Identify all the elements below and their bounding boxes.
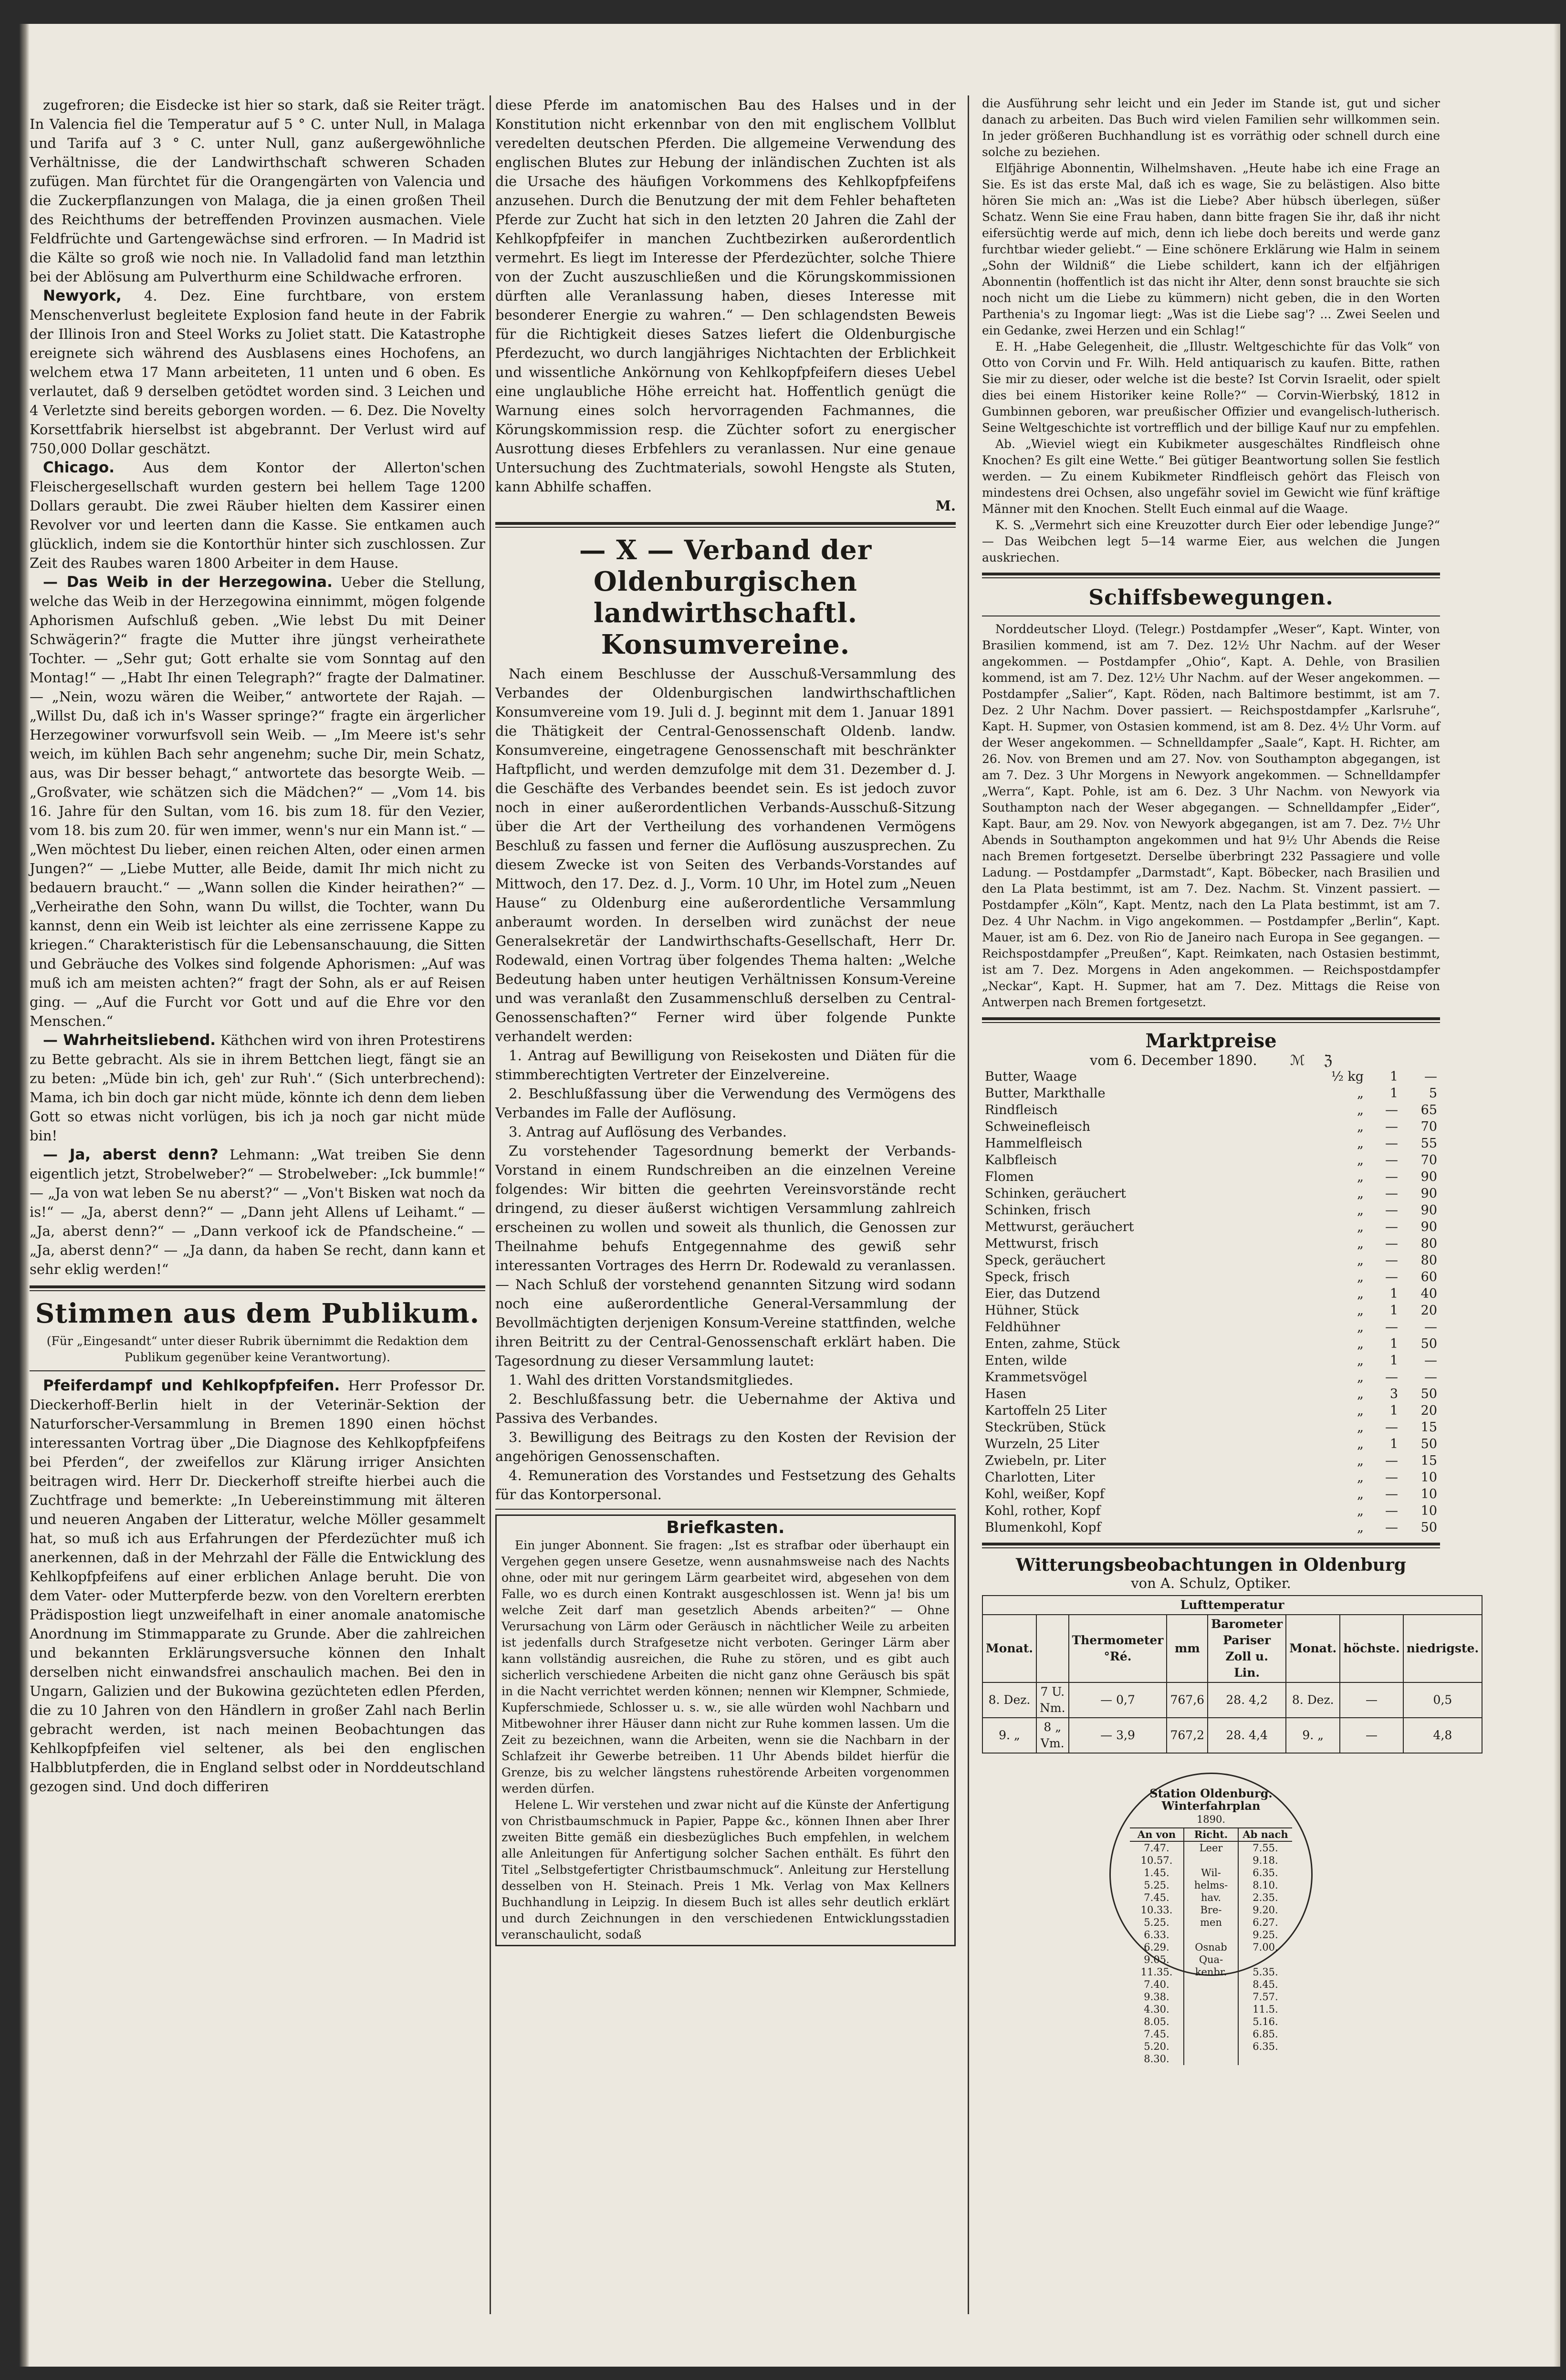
weather-cell: 8 „ Vm. [1036, 1718, 1069, 1753]
weather-header-cell: höchste. [1340, 1615, 1403, 1682]
article-body: Lehmann: „Wat treiben Sie denn eigentlich jetzt, Strobelweber?“ — Strobelweber: „Ick bummle!“ — „Ja von wat leben Se nu aberst?“ — „Von't Bisken wat noch da is!“ — „Ja, aberst denn?“ — „Dann jeht Allens uf Leihamt.“ — „Ja, aberst denn?“ — „Dann verkoof ick de Pfandscheine.“ — „Ja, aberst denn?“ — „Ja dann, da haben Se recht, dann kann et sehr eklig werden!“ [30, 1147, 486, 1277]
market-cell-m: 1 [1389, 1353, 1398, 1368]
market-cell-unit: „ [1357, 1103, 1364, 1117]
wahrheit-article [30, 1031, 485, 1145]
market-cell-unit: „ [1357, 1453, 1364, 1468]
letter-answer: Helene L. Wir verstehen und zwar nicht auf die Künste der Anfertigung von Christbaumschmuck in Papier, Pappe &c., können Ihnen aber Ihrer zweiten Bitte gemäß ein diesbezügliches Buch empfehlen, in welchem alle Anleitungen für Anfertigung solcher Sachen enthält. Es führt den Titel „Selbstgefertigter Christbaumschmuck“. Anleitung zur Herstellung desselben von H. Steinach. Preis 1 Mk. Verlag von Max Kellners Buchhandlung in Leipzig. In diesem Buch ist alles sehr deutlich erklärt und durch Zeichnungen in den verschiedenen Entwicklungsstadien veranschaulicht, sodaß [501, 1798, 950, 1942]
market-row [982, 1369, 1440, 1386]
article-body: Norddeutscher Lloyd. (Telegr.) Postdampfer „Weser“, Kapt. Winter, von Brasilien kommend, ist am 7. Dez. 12½ Uhr Nachm. auf der Weser angekommen. — Postdampfer „Ohio“, Kapt. A. Dehle, von Brasilien kommend, ist am 7. Dez. 12½ Uhr Nachm. auf der Weser angekommen. — Postdampfer „Salier“, Kapt. Röden, nach Baltimore bestimmt, ist am 7. Dez. 2 Uhr Nachm. Dover passiert. — Reichspostdampfer „Karlsruhe“, Kapt. H. Supmer, von Ostasien kommend, ist am 8. Dez. 4½ Uhr Vorm. auf der Weser angekommen. — Schnelldampfer „Saale“, Kapt. H. Richter, am 26. Nov. von Bremen und am 27. Nov. von Southampton abgegangen, ist am 7. Dez. 3 Uhr Morgens in Newyork angekommen. — Schnelldampfer „Werra“, Kapt. Pohle, ist am 6. Dez. 3 Uhr Nachm. von Newyork via Southampton nach der Weser abgegangen. — Schnelldampfer „Eider“, Kapt. Baur, am 29. Nov. von Newyork abgegangen, ist am 7. Dez. 7½ Uhr Abends in Southampton angekommen und hat 9½ Uhr Abends die Reise nach Bremen fortgesetzt. Derselbe überbringt 232 Passagiere und volle Ladung. — Postdampfer „Darmstadt“, Kapt. Böbecker, nach Brasilien und den La Plata bestimmt, ist am 7. Dez. Nachm. St. Vinzent passiert. — Postdampfer „Köln“, Kapt. Mentz, nach den La Plata bestimmt, ist am 7. Dez. 4 Uhr Nachm. in Vigo angekommen. — Postdampfer „Berlin“, Kapt. Mauer, ist am 6. Dez. von Rio de Janeiro nach Europa in See gegangen. — Reichspostdampfer „Preußen“, Kapt. Reimkaten, nach Ostasien bestimmt, ist am 7. Dez. Morgens in Aden angekommen. — Reichspostdampfer „Neckar“, Kapt. H. Supmer, hat am 7. Dez. Mittags die Reise von Antwerpen nach Bremen fortgesetzt. [982, 622, 1440, 1009]
timetable-year: 1890. [1196, 1814, 1226, 1825]
market-cell-item: Butter, Markthalle [985, 1086, 1106, 1101]
market-cell-p: 15 [1420, 1420, 1437, 1435]
weather-row [982, 1718, 1482, 1753]
news-section [30, 95, 485, 1279]
market-row [982, 1352, 1440, 1369]
market-cell-item: Mettwurst, geräuchert [985, 1220, 1134, 1234]
briefkasten-title: Briefkasten. [666, 1518, 785, 1537]
market-cell-item: Kartoffeln 25 Liter [985, 1403, 1107, 1418]
market-cell-m: — [1385, 1420, 1398, 1435]
market-cell-unit: „ [1357, 1320, 1364, 1335]
newspaper-page [19, 24, 1560, 2367]
column-rule [490, 95, 491, 2314]
market-cell-m: — [1385, 1487, 1398, 1502]
market-row [982, 1336, 1440, 1352]
market-cell-m: — [1385, 1119, 1398, 1134]
article-body: Herr Professor Dr. Dieckerhoff-Berlin hielt in der Veterinär-Sektion der Naturforscher-Versammlung in Bremen 1890 einen höchst interessanten Vortrag über „Die Diagnose des Kehlkopfpfeifens bei Pferden“, der zweifellos zur Klärung irriger Ansichten beitragen wird. Herr Dr. Dieckerhoff streifte hierbei auch die Zuchtfrage und bemerkte: „In Uebereinstimmung mit älteren und neueren Angaben der Litteratur, welche Möller gesammelt hat, so muß ich aus Erfahrungen der Pferdezüchter muß ich anerkennen, daß in der Mehrzahl der Fälle die Entwicklung des Kehlkopfpfeifens auf einer erblichen Anlage beruht. Die von dem Vater- oder Mutterpferde bezw. von den Voreltern ererbten Prädispostion liegt unzweifelhaft in einer anomale anatomische Anordnung im Stimmapparate zu Grunde. Aber die zahlreichen und bekannten Erklärungsversuche können den Inhalt derselben nicht einwandsfrei anschaulich machen. Bei den in Ungarn, Galizien und der Bukowina gezüchteten edlen Pferden, die zu 10 Jahren von den Händlern in großer Zahl nach Berlin gebracht werden, ist nach meinen Beobachtungen das Kehlkopfpfeifen viel seltener, als bei den englischen Halbblutpferden, die in England selbst oder in Norddeutschland gezogen sind. Und doch differiren [30, 1378, 486, 1795]
market-cell-m: 1 [1389, 1336, 1398, 1351]
market-cell-m: — [1385, 1270, 1398, 1284]
market-cell-p: 60 [1420, 1270, 1437, 1284]
agenda-item: 2. Beschlußfassung über die Verwendung des Vermögens des Verbandes im Falle der Auflösung. [495, 1086, 956, 1121]
weather-header-row [982, 1615, 1482, 1682]
market-cell-item: Kohl, rother, Kopf [985, 1503, 1101, 1518]
market-row [982, 1135, 1440, 1152]
weather-cell: 9. „ [1286, 1718, 1340, 1753]
market-cell-m: 1 [1389, 1286, 1398, 1301]
weather-cell: 28. 4,4 [1208, 1718, 1286, 1753]
market-cell-unit: „ [1357, 1437, 1364, 1451]
article-heading: Chicago. [43, 459, 115, 476]
market-row [982, 1185, 1440, 1202]
market-cell-p: — [1424, 1353, 1437, 1368]
market-cell-m: — [1385, 1186, 1398, 1201]
weather-cell: 8. Dez. [982, 1682, 1036, 1718]
market-cell-unit: „ [1357, 1470, 1364, 1485]
timetable-title: Station Oldenburg. Winterfahrplan [1149, 1786, 1273, 1813]
timetable-stamp [1109, 1773, 1313, 2065]
article-body: 4. Dez. Eine furchtbare, von erstem Menschenverlust begleitete Explosion fand heute in der Fabrik der Illinois Iron and Steel Works zu Joliet statt. Die Katastrophe ereignete sich während des Ausblasens eines Hochofens, an welchem etwa 17 Mann arbeiteten, 11 unten und 6 oben. Es verlautet, daß 9 derselben getödtet worden sind. 3 Leichen und 4 Verletzte sind bereits geborgen worden. — 6. Dez. Die Novelty Korsettfabrik hierselbst ist abgebrannt. Der Verlust wird auf 750,000 Dollar geschätzt. [30, 288, 485, 457]
market-subtitle [982, 1052, 1440, 1068]
schiff-title: Schiffsbewegungen. [1088, 585, 1334, 610]
market-cell-item: Speck, frisch [985, 1270, 1070, 1284]
weather-subtitle: von A. Schulz, Optiker. [1131, 1575, 1291, 1591]
briefkasten-body [501, 1537, 950, 1943]
market-cell-item: Butter, Waage [985, 1069, 1077, 1084]
market-row [982, 1202, 1440, 1219]
market-cell-m: 1 [1389, 1437, 1398, 1451]
article-body: diese Pferde im anatomischen Bau des Halses und in der Konstitution nicht erkennbar von den mit englischem Vollblut veredelten deutschen Pferden. Die allgemeine Verwendung des englischen Blutes zur Hebung der inländischen Zuchten ist als die Ursache des häufigen Vorkommens des Kehlkopfpfeifens anzusehen. Durch die Benutzung der mit dem Fehler behafteten Pferde zur Zucht hat sich in den letzten 20 Jahren die Zahl der Kehlkopfpfeifer in manchen Zuchtbezirken außerordentlich vermehrt. Es liegt im Interesse der Pferdezüchter, solche Thiere von der Zucht auszuschließen und die Körungskommissionen dürften alle Veranlassung haben, dieses Interesse mit besonderer Energie zu wahren.“ — Den schlagendsten Beweis für die Richtigkeit dieses Satzes liefert die Oldenburgische Pferdezucht, wo durch langjähriges Nichtachten der Erblichkeit und wissentliche Ankörnung von Kehlkopfpfeifern dieses Uebel eine unglaubliche Höhe erreicht hat. Hoffentlich genügt die Warnung eines solch hervorragenden Fachmannes, die Körungskommission resp. die Züchter sofort zu energischer Ausrottung dieses Erbfehlers zu veranlassen. Nur eine genaue Untersuchung des Zuchtmaterials, sowohl Hengste als Stuten, kann Abhilfe schaffen. [495, 97, 956, 495]
market-cell-unit: „ [1357, 1236, 1364, 1251]
market-cell-m: — [1385, 1153, 1398, 1168]
market-cell-unit: „ [1357, 1387, 1364, 1401]
market-cell-item: Feldhühner [985, 1320, 1060, 1335]
briefkasten-continuation [982, 95, 1440, 566]
timetable-head: An von [1130, 1828, 1183, 1842]
market-cell-p: 15 [1420, 1453, 1437, 1468]
market-cell-m: — [1385, 1503, 1398, 1518]
weather-cell: 7 U. Nm. [1036, 1682, 1069, 1718]
market-cell-p: — [1424, 1320, 1437, 1335]
market-cell-unit: „ [1357, 1420, 1364, 1435]
market-row [982, 1419, 1440, 1436]
market-cell-m: 3 [1389, 1387, 1398, 1401]
book-spine [19, 24, 30, 2367]
page-edge [1554, 24, 1560, 2367]
timetable-col-richt [1184, 1828, 1239, 2065]
market-cell-item: Krammetsvögel [985, 1370, 1087, 1385]
weather-cell: — 3,9 [1069, 1718, 1167, 1753]
spain-frost-article: zugefroren; die Eisdecke ist hier so stark, daß sie Reiter trägt. In Valencia fiel die Temperatur auf 5 ° C. unter Null, in Malaga und Tarifa auf 3 ° C. unter Null, ganz außergewöhnliche Verhältnisse, die der Landwirthschaft schweren Schaden zufügen. Man fürchtet für die Orangengärten von Valencia und die Zuckerpflanzungen von Malaga, die ja einen großen Theil des Reichthums der betreffenden Provinzen ausmachen. Viele Feldfrüchte und Gartengewächse sind erfroren. — In Madrid ist die Kälte so groß wie noch nie. In Valladolid fand man letzthin bei der Ablösung am Pulverthurm eine Schildwache erfroren. [30, 97, 485, 285]
timetable-cell: Leer Wil- helms- hav. Bre- men Osnab Qua- kenbr. [1194, 1842, 1228, 1978]
weather-header-cell: Barometer Pariser Zoll u. Lin. [1208, 1615, 1286, 1682]
market-cell-item: Eier, das Dutzend [985, 1286, 1101, 1301]
letter-answer: Ab. „Wieviel wiegt ein Kubikmeter ausgeschältes Rindfleisch ohne Knochen? Es gilt eine Wette.“ Bei gütiger Beantwortung sollen Sie festlich werden. — Zu einem Kubikmeter Rindfleisch gehört das Fleisch von mindestens drei Ochsen, also ungefähr soviel im Gewicht wie fünf kräftige Männer mit den Knochen. Stellt Euch einmal auf die Waage. [982, 437, 1440, 516]
letter-answer: die Ausführung sehr leicht und ein Jeder im Stande ist, gut und sicher danach zu arbeiten. Das Buch wird vielen Familien sehr willkommen sein. In jeder größeren Buchhandlung ist es vorräthig oder schnell durch eine solche zu beziehen. [982, 96, 1440, 159]
weather-cell: — [1340, 1682, 1403, 1718]
market-cell-p: 90 [1420, 1169, 1437, 1184]
market-cell-unit: „ [1357, 1336, 1364, 1351]
author-marker: — X — [579, 534, 675, 566]
market-cell-item: Rindfleisch [985, 1103, 1058, 1117]
market-cell-unit: „ [1357, 1203, 1364, 1218]
market-cell-unit: ½ kg [1331, 1069, 1364, 1084]
market-cell-item: Steckrüben, Stück [985, 1420, 1106, 1435]
market-row [982, 1219, 1440, 1235]
market-cell-m: — [1385, 1370, 1398, 1385]
weather-header-cell: mm [1167, 1615, 1208, 1682]
stimmen-note: (Für „Eingesandt“ unter dieser Rubrik übernimmt die Redaktion dem Publikum gegenüber keine Verantwortung). [46, 1334, 469, 1364]
market-cell-unit: „ [1357, 1169, 1364, 1184]
market-cell-unit: „ [1357, 1303, 1364, 1318]
timetable-col-ab [1239, 1828, 1292, 2065]
section-divider [495, 522, 956, 528]
market-cell-m: — [1385, 1236, 1398, 1251]
weather-title: Witterungsbeobachtungen in Oldenburg [1016, 1555, 1406, 1575]
divider [30, 1370, 485, 1371]
market-row [982, 1118, 1440, 1135]
market-cell-p: 50 [1420, 1437, 1437, 1451]
stimmen-title: Stimmen aus dem Publikum. [35, 1298, 480, 1329]
article-body: Ueber die Stellung, welche das Weib in der Herzegowina einnimmt, mögen folgende Aphorismen Aufschluß geben. „Wie lebst Du mit Deiner Schwägerin?“ fragte die Mutter ihre jüngst verheirathete Tochter. — „Sehr gut; Gott erhalte sie vom Sonntag auf den Montag!“ — „Habt Ihr einen Telegraph?“ fragte der Dalmatiner. — „Nein, wozu wären die Weiber,“ antwortete der Rajah. — „Willst Du, daß ich in's Wasser springe?“ fragte ein ärgerlicher Herzegowiner vorwurfsvoll sein Weib. — „Im Meere ist's sehr weich, im kühlen Bach sehr angenehm; suche Dir, mein Schatz, aus, was Dir besser behagt,“ antwortete das besorgte Weib. — „Großvater, wie schätzen sich die Mädchen?“ — „Vom 14. bis 16. Jahre für den Sultan, vom 16. bis zum 18. für den Vezier, vom 18. bis zum 20. für wen immer, wenn's nur ein Mann ist.“ — „Wen möchtest Du lieber, einen reichen Alten, oder einen armen Jungen?“ — „Liebe Mutter, alle Beide, damit Ihr mich nicht zu bedauern braucht.“ — „Wann sollen die Kinder heirathen?“ — „Verheirathe den Sohn, wann Du willst, die Tochter, wann Du kannst, denn ein Weib ist leichter als eine zerrissene Kappe zu kriegen.“ Charakteristisch für die Lebensanschauung, die Sitten und Gebräuche des Volkes sind folgende Aphorismen: „Auf was muß ich am meisten achten?“ fragt der Sohn, als er auf Reisen ging. — „Auf die Furcht vor Gott und auf die Ehre vor den Menschen.“ [30, 574, 485, 1029]
market-cell-item: Charlotten, Liter [985, 1470, 1095, 1485]
market-cell-p: 5 [1429, 1086, 1437, 1101]
market-cell-item: Kohl, weißer, Kopf [985, 1487, 1105, 1502]
timetable-col-an [1130, 1828, 1184, 2065]
market-cell-p: — [1424, 1069, 1437, 1084]
market-cell-item: Kalbfleisch [985, 1153, 1057, 1168]
market-cell-m: — [1385, 1320, 1398, 1335]
market-cell-unit: „ [1357, 1136, 1364, 1151]
section-divider [982, 573, 1440, 578]
market-cell-p: — [1424, 1370, 1437, 1385]
market-row [982, 1269, 1440, 1285]
weather-header-cell: Monat. [1286, 1615, 1340, 1682]
agenda-item: 1. Antrag auf Bewilligung von Reisekosten und Diäten für die stimmberechtigten Vertreter der Einzelvereine. [495, 1047, 956, 1083]
market-cell-unit: „ [1357, 1086, 1364, 1101]
market-cell-p: 50 [1420, 1336, 1437, 1351]
verband-title [495, 534, 956, 660]
market-row [982, 1152, 1440, 1169]
timetable-cell: 7.47. 10.57. 1.45. 5.25. 7.45. 10.33. 5.25. 6.33. 6.29. 9.05. 11.35. 7.40. 9.38. 4.30. 8.05. 7.45. 5.20. 8.30. [1140, 1842, 1173, 2065]
market-cell-unit: „ [1357, 1186, 1364, 1201]
letter-answer: E. H. „Habe Gelegenheit, die „Illustr. Weltgeschichte für das Volk“ von Otto von Corvin und Fr. Wilh. Held antiquarisch zu kaufen. Bitte, rathen Sie mir zu dieser, oder welche ist die beste? Ist Corvin Israelit, oder spielt dies bei einem Historiker keine Rolle?“ — Corvin-Wierbský, 1812 in Gumbinnen geboren, war preußischer Offizier und evangelisch-lutherisch. Seine Weltgeschichte ist vortrefflich und der billige Kauf nur zu empfehlen. [982, 340, 1440, 435]
letter-answer: K. S. „Vermehrt sich eine Kreuzotter durch Eier oder lebendige Junge?“ — Das Weibchen legt 5—14 warme Eier, aus welchen die Jungen auskriechen. [982, 518, 1440, 564]
agenda-list-1 [495, 1046, 956, 1141]
market-pf-header: ℨ [1324, 1052, 1332, 1068]
market-date: vom 6. December 1890. [1090, 1052, 1257, 1068]
market-row [982, 1085, 1440, 1102]
market-cell-m: 1 [1389, 1069, 1398, 1084]
market-cell-item: Flomen [985, 1169, 1034, 1184]
market-title: Marktpreise [1145, 1030, 1277, 1052]
weather-header-cell: niedrigste. [1403, 1615, 1482, 1682]
market-cell-item: Mettwurst, frisch [985, 1236, 1099, 1251]
market-row [982, 1285, 1440, 1302]
briefkasten-box [495, 1514, 956, 1946]
market-cell-m: — [1385, 1470, 1398, 1485]
market-cell-unit: „ [1357, 1353, 1364, 1368]
market-cell-m: — [1385, 1253, 1398, 1268]
letter-answer: Elfjährige Abonnentin, Wilhelmshaven. „Heute habe ich eine Frage an Sie. Es ist das erste Mal, daß ich es wage, Sie zu belästigen. Also bitte hören Sie mich an: „Was ist die Liebe? Aber hübsch überlegen, süßer Schatz. Wenn Sie eine Frau haben, dann bitte fragen Sie ihr, daß ihr nicht eifersüchtig werde auf mich, denn ich liebe doch bereits und werde ganz furchtbar wieder geliebt.“ — Eine schönere Erklärung wie Halm in seinem „Sohn der Wildniß“ die Liebe schildert, kann ich der elfjährigen Abonnentin (hoffentlich ist das nicht ihr Alter, denn sonst brauchte sie sich noch nicht um die Liebe zu kümmern) nicht geben, die in den Worten Parthenia's zu Ingomar liegt: „Was ist die Liebe sag'? ... Zwei Seelen und ein Gedanke, zwei Herzen und ein Schlag!“ [982, 161, 1440, 337]
weather-group-header: Lufttemperatur [982, 1596, 1482, 1615]
market-cell-item: Enten, wilde [985, 1353, 1067, 1368]
verband-heading: Verband der Oldenburgischen landwirthschaftl. Konsumvereine. [593, 534, 872, 660]
market-cell-m: — [1385, 1220, 1398, 1234]
market-row [982, 1252, 1440, 1269]
article-heading: Newyork, [43, 287, 122, 304]
weather-cell: 9. „ [982, 1718, 1036, 1753]
weather-cell: 767,2 [1167, 1718, 1208, 1753]
weather-cell: 28. 4,2 [1208, 1682, 1286, 1718]
market-cell-unit: „ [1357, 1403, 1364, 1418]
verband-article [495, 664, 956, 1504]
agenda-list-2 [495, 1370, 956, 1504]
pfeif-article [30, 1376, 485, 1796]
market-cell-p: 70 [1420, 1119, 1437, 1134]
market-cell-unit: „ [1357, 1286, 1364, 1301]
market-cell-m: — [1385, 1520, 1398, 1535]
article-body: Zu vorstehender Tagesordnung bemerkt der Verbands-Vorstand in einem Rundschreiben an die einzelnen Vereine folgendes: Wir bitten die geehrten Vereinsvorstände recht dringend, zu dieser äußerst wichtigen Versammlung zahlreich erscheinen zu wollen und soweit als thunlich, die Genossen zur Theilnahme behufs Entgegennahme des gewiß sehr interessanten Vortrages des Herrn Dr. Rodewald zu veranlassen. — Nach Schluß der vorstehend genannten Sitzung wird sodann noch eine außerordentliche General-Versammlung der Bevollmächtigten derjenigen Konsum-Vereine stattfinden, welche ihren Beitritt zu der Central-Genossenschaft erklärt haben. Die Tagesordnung zu dieser Versammlung lautet: [495, 1143, 956, 1369]
divider [495, 1509, 956, 1510]
timetable-cell: 7.55. 9.18. 6.35. 8.10. 2.35. 9.20. 6.27. 9.25. 7.00. 5.35. 8.45. 7.57. 11.5. 5.16. 6.85. 6.35. [1253, 1842, 1278, 2052]
section-divider [982, 1017, 1440, 1023]
column-right [982, 95, 1479, 2314]
agenda-item: 3. Bewilligung des Beitrags zu den Kosten der Revision der angehörigen Genossenschaften. [495, 1429, 956, 1464]
letter-answer: Ein junger Abonnent. Sie fragen: „Ist es strafbar oder überhaupt ein Vergehen gegen unsere Gesetze, wenn ausnahmsweise nach des Nachts ohne, oder mit nur geringem Lärm gearbeitet wird, abgesehen von dem Falle, wo es durch einen Kontrakt ausgeschlossen ist. Wenn ja! bis um welche Zeit darf man gesetzlich Abends arbeiten?“ — Ohne Verursachung von Lärm oder Geräusch in nächtlicher Weile zu arbeiten ist jedenfalls durch Strafgesetze nicht verboten. Geringer Lärm aber kann vollständig ausreichen, die Ruhe zu stören, und es gibt auch sicherlich verschiedene Arbeiten die nicht ganz ohne Geräusch bis spät in die Nacht verrichtet werden können; nennen wir Klempner, Schmiede, Kupferschmiede, Schlosser u. s. w., sie alle würden wohl Nachbarn und Mitbewohner ihrer Häuser dann nicht zur Ruhe kommen lassen. Um die Zeit zu bezeichnen, wann die Arbeiten, wenn sie die Nachbarn in der Schlafzeit ihr Gewerbe betreiben. 11 Uhr Abends bildet hierfür die Grenze, bis zu welcher längstens ruhestörende Arbeiten vorgenommen werden dürfen. [501, 1538, 950, 1795]
article-body: Nach einem Beschlusse der Ausschuß-Versammlung des Verbandes der Oldenburgischen landwirthschaftlichen Konsumvereine vom 19. Juli d. J. beginnt mit dem 1. Januar 1891 die Thätigkeit der Central-Genossenschaft Oldenb. landw. Konsumvereine, eingetragene Genossenschaft mit beschränkter Haftpflicht, und werden demzufolge mit dem 31. Dezember d. J. die Geschäfte des Verbandes beendet sein. Es ist jedoch zuvor noch in einer außerordentlichen Verbands-Ausschuß-Sitzung über die Art der Vertheilung des vorhandenen Vermögens Beschluß zu fassen und ferner die Auflösung auszusprechen. Zu diesem Zwecke ist von Seiten des Verbands-Vorstandes auf Mittwoch, den 17. Dez. d. J., Vorm. 10 Uhr, im Hotel zum „Neuen Hause“ zu Oldenburg eine außerordentliche Versammlung anberaumt worden. In derselben wird zunächst der neue Generalsekretär der Landwirthschafts-Gesellschaft, Herr Dr. Rodewald, einen Vortrag über folgendes Thema halten: „Welche Bedeutung haben unter heutigen Verhältnissen Konsum-Vereine und was veranlaßt den Zusammenschluß derselben zu Central-Genossenschaften?“ Ferner wird über folgende Punkte verhandelt werden: [495, 666, 956, 1044]
agenda-item: 2. Beschlußfassung betr. die Uebernahme der Aktiva und Passiva des Verbandes. [495, 1391, 956, 1426]
market-row [982, 1469, 1440, 1486]
market-cell-m: 1 [1389, 1403, 1398, 1418]
schiff-article [982, 621, 1440, 1011]
timetable-grid [1130, 1827, 1292, 2065]
market-cell-item: Schinken, frisch [985, 1203, 1091, 1218]
market-row [982, 1503, 1440, 1519]
weather-group-row [982, 1596, 1482, 1615]
market-cell-p: 90 [1420, 1186, 1437, 1201]
agenda-item: 4. Remuneration des Vorstandes und Festsetzung des Gehalts für das Kontorpersonal. [495, 1467, 956, 1503]
market-cell-p: 65 [1420, 1103, 1437, 1117]
market-cell-item: Zwiebeln, pr. Liter [985, 1453, 1106, 1468]
weather-header-cell: Monat. [982, 1615, 1036, 1682]
market-cell-unit: „ [1357, 1119, 1364, 1134]
market-cell-item: Wurzeln, 25 Liter [985, 1437, 1099, 1451]
column-rule [968, 95, 969, 2314]
section-divider [30, 1285, 485, 1291]
weather-header-cell: Thermometer °Ré. [1069, 1615, 1167, 1682]
market-cell-item: Blumenkohl, Kopf [985, 1520, 1101, 1535]
column-left [30, 95, 485, 2314]
weather-row [982, 1682, 1482, 1718]
market-cell-item: Speck, geräuchert [985, 1253, 1106, 1268]
market-cell-p: 50 [1420, 1520, 1437, 1535]
market-row [982, 1302, 1440, 1319]
weather-cell: 8. Dez. [1286, 1682, 1340, 1718]
market-cell-p: 10 [1420, 1487, 1437, 1502]
market-cell-p: 20 [1420, 1403, 1437, 1418]
author-signature: M. [935, 498, 956, 514]
weather-table [982, 1595, 1482, 1754]
market-cell-p: 10 [1420, 1470, 1437, 1485]
market-cell-m: — [1385, 1453, 1398, 1468]
market-cell-p: 80 [1420, 1236, 1437, 1251]
market-cell-unit: „ [1357, 1153, 1364, 1168]
agenda-item: 3. Antrag auf Auflösung des Verbandes. [509, 1124, 787, 1140]
article-body: Käthchen wird von ihren Protestirens zu Bette gebracht. Als sie in ihrem Bettchen liegt, fängt sie an zu beten: „Müde bin ich, geh' zur Ruh'.“ (Sich unterbrechend): Mama, ich bin doch gar nicht müde, könnte ich denn dem lieben Gott so etwas nicht vorlügen, bis ich ja noch gar nicht müde bin! [30, 1032, 485, 1144]
column-middle [495, 95, 956, 2314]
market-cell-m: 1 [1389, 1086, 1398, 1101]
market-cell-p: 80 [1420, 1253, 1437, 1268]
market-cell-p: 20 [1420, 1303, 1437, 1318]
market-cell-m: — [1385, 1203, 1398, 1218]
newyork-article [30, 286, 485, 458]
market-cell-m: — [1385, 1169, 1398, 1184]
market-mark-header: ℳ [1290, 1052, 1305, 1068]
market-row [982, 1402, 1440, 1419]
aberst-article [30, 1145, 485, 1279]
market-cell-unit: „ [1357, 1370, 1364, 1385]
market-cell-item: Hasen [985, 1387, 1026, 1401]
market-cell-p: 55 [1420, 1136, 1437, 1151]
market-cell-unit: „ [1357, 1487, 1364, 1502]
weather-cell: 4,8 [1403, 1718, 1482, 1753]
market-cell-unit: „ [1357, 1220, 1364, 1234]
weather-cell: — [1340, 1718, 1403, 1753]
market-cell-p: 70 [1420, 1153, 1437, 1168]
market-cell-p: 40 [1420, 1286, 1437, 1301]
weather-cell: 0,5 [1403, 1682, 1482, 1718]
market-row [982, 1436, 1440, 1452]
market-row [982, 1235, 1440, 1252]
market-cell-unit: „ [1357, 1270, 1364, 1284]
market-row [982, 1319, 1440, 1336]
chicago-article [30, 458, 485, 573]
market-row [982, 1169, 1440, 1185]
weather-cell: 767,6 [1167, 1682, 1208, 1718]
market-row [982, 1452, 1440, 1469]
market-row [982, 1519, 1440, 1536]
market-row [982, 1386, 1440, 1402]
article-heading: Pfeiferdampf und Kehlkopfpfeifen. [43, 1377, 340, 1394]
market-cell-p: 10 [1420, 1503, 1437, 1518]
market-cell-unit: „ [1357, 1503, 1364, 1518]
article-heading: — Das Weib in der Herzegowina. [43, 574, 333, 591]
market-cell-m: — [1385, 1103, 1398, 1117]
market-cell-item: Schinken, geräuchert [985, 1186, 1126, 1201]
market-prices-table [982, 1068, 1440, 1536]
market-cell-m: 1 [1389, 1303, 1398, 1318]
market-cell-item: Hammelfleisch [985, 1136, 1083, 1151]
agenda-item: 1. Wahl des dritten Vorstandsmitgliedes. [509, 1372, 793, 1388]
market-cell-unit: „ [1357, 1520, 1364, 1535]
market-cell-p: 90 [1420, 1203, 1437, 1218]
market-cell-item: Enten, zahme, Stück [985, 1336, 1120, 1351]
article-heading: — Wahrheitsliebend. [43, 1032, 216, 1049]
market-cell-m: — [1385, 1136, 1398, 1151]
herzegowina-article [30, 573, 485, 1031]
market-cell-p: 50 [1420, 1387, 1437, 1401]
market-cell-item: Schweinefleisch [985, 1119, 1091, 1134]
market-row [982, 1068, 1440, 1085]
pfeif-continuation [495, 95, 956, 515]
article-heading: — Ja, aberst denn? [43, 1146, 219, 1163]
market-cell-item: Hühner, Stück [985, 1303, 1079, 1318]
market-cell-unit: „ [1357, 1253, 1364, 1268]
weather-header-cell [1036, 1615, 1069, 1682]
market-cell-p: 90 [1420, 1220, 1437, 1234]
section-divider [982, 1543, 1440, 1548]
article-body: Aus dem Kontor der Allerton'schen Fleischergesellschaft wurden gestern bei hellem Tage 1200 Dollars geraubt. Die zwei Räuber hielten dem Kassirer einen Revolver vor und leerten dann die Kasse. Sie entkamen auch glücklich, indem sie die Kontorthür hinter sich zuschlossen. Zur Zeit des Raubes waren 1800 Arbeiter in dem Hause. [30, 459, 486, 571]
timetable-head: Ab nach [1239, 1828, 1292, 1842]
market-row [982, 1102, 1440, 1118]
market-row [982, 1486, 1440, 1503]
timetable-head: Richt. [1184, 1828, 1238, 1842]
weather-cell: — 0,7 [1069, 1682, 1167, 1718]
